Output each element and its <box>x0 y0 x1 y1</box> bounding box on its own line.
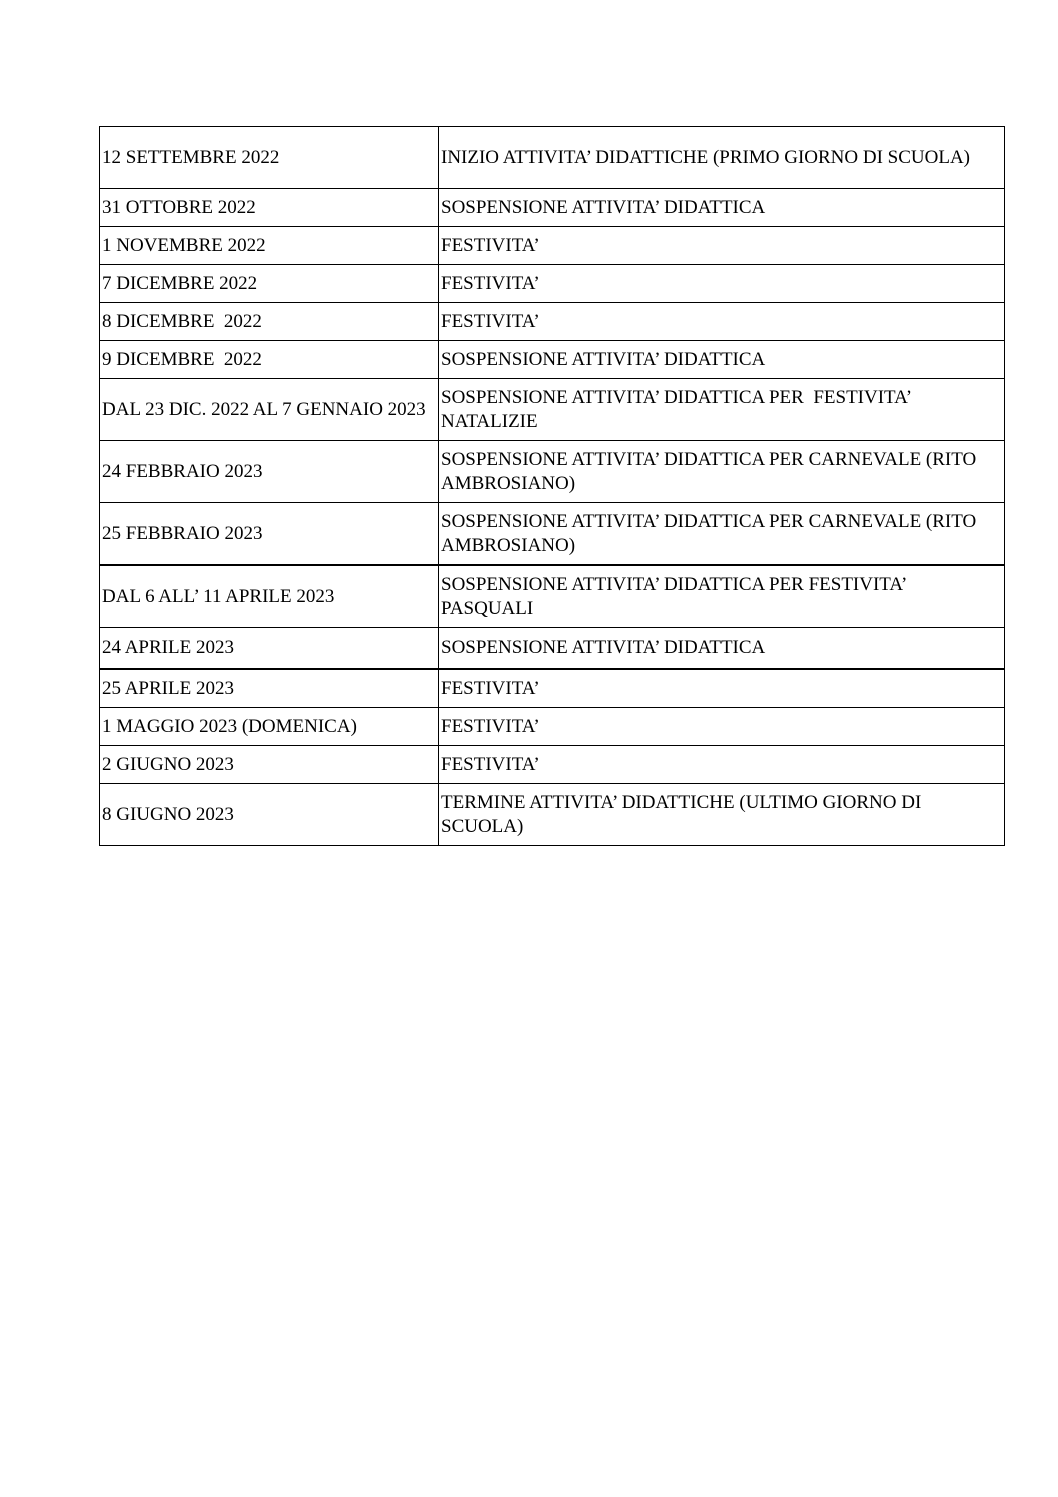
event-text: SOSPENSIONE ATTIVITA’ DIDATTICA <box>441 196 766 218</box>
date-cell <box>100 565 439 628</box>
date-text: 8 GIUGNO 2023 <box>102 803 234 825</box>
date-cell <box>100 127 439 189</box>
date-cell <box>100 503 439 566</box>
date-cell <box>100 303 439 341</box>
event-cell <box>439 379 1005 441</box>
table-row <box>100 341 1005 379</box>
event-text: FESTIVITA’ <box>441 753 540 775</box>
date-cell <box>100 628 439 670</box>
date-text: 24 APRILE 2023 <box>102 637 234 658</box>
event-cell <box>439 669 1005 708</box>
event-text: FESTIVITA’ <box>441 272 540 294</box>
table-row <box>100 565 1005 628</box>
table-row <box>100 227 1005 265</box>
event-cell <box>439 565 1005 628</box>
event-text: SOSPENSIONE ATTIVITA’ DIDATTICA PER FESTIVITA’ PASQUALI <box>441 573 906 619</box>
event-text: FESTIVITA’ <box>441 234 540 256</box>
calendar-table-body <box>100 127 1005 846</box>
event-text: SOSPENSIONE ATTIVITA’ DIDATTICA <box>441 637 766 658</box>
event-text: SOSPENSIONE ATTIVITA’ DIDATTICA PER FESTIVITA’ NATALIZIE <box>441 386 916 432</box>
table-row <box>100 265 1005 303</box>
event-cell <box>439 127 1005 189</box>
event-cell <box>439 227 1005 265</box>
date-text: DAL 6 ALL’ 11 APRILE 2023 <box>102 585 335 607</box>
date-text: 8 DICEMBRE 2022 <box>102 310 262 332</box>
table-row <box>100 503 1005 566</box>
date-cell <box>100 265 439 303</box>
table-row <box>100 303 1005 341</box>
date-text: DAL 23 DIC. 2022 AL 7 GENNAIO 2023 <box>102 398 426 420</box>
table-row <box>100 127 1005 189</box>
date-text: 25 FEBBRAIO 2023 <box>102 522 263 544</box>
date-text: 24 FEBBRAIO 2023 <box>102 460 263 482</box>
table-row <box>100 669 1005 708</box>
table-row <box>100 189 1005 227</box>
date-cell <box>100 341 439 379</box>
event-cell <box>439 503 1005 566</box>
date-cell <box>100 669 439 708</box>
date-text: 1 NOVEMBRE 2022 <box>102 234 266 256</box>
date-text: 31 OTTOBRE 2022 <box>102 196 256 218</box>
date-text: 12 SETTEMBRE 2022 <box>102 146 280 168</box>
date-text: 9 DICEMBRE 2022 <box>102 348 262 370</box>
event-text: SOSPENSIONE ATTIVITA’ DIDATTICA <box>441 348 766 370</box>
event-text: TERMINE ATTIVITA’ DIDATTICHE (ULTIMO GIORNO DI SCUOLA) <box>441 791 922 837</box>
date-cell <box>100 708 439 746</box>
event-cell <box>439 746 1005 784</box>
table-row <box>100 746 1005 784</box>
table-row <box>100 628 1005 670</box>
event-text: FESTIVITA’ <box>441 310 540 332</box>
date-cell <box>100 379 439 441</box>
event-cell <box>439 708 1005 746</box>
event-cell <box>439 441 1005 503</box>
table-row <box>100 784 1005 846</box>
table-row <box>100 379 1005 441</box>
event-cell <box>439 303 1005 341</box>
date-text: 25 APRILE 2023 <box>102 677 234 699</box>
date-text: 1 MAGGIO 2023 (DOMENICA) <box>102 715 357 737</box>
school-calendar-table <box>99 126 1005 846</box>
event-text: FESTIVITA’ <box>441 715 540 737</box>
table-row <box>100 708 1005 746</box>
event-text: SOSPENSIONE ATTIVITA’ DIDATTICA PER CARNEVALE (RITO AMBROSIANO) <box>441 448 977 494</box>
event-text: FESTIVITA’ <box>441 677 540 699</box>
event-cell <box>439 341 1005 379</box>
table-row <box>100 441 1005 503</box>
event-cell <box>439 784 1005 846</box>
date-text: 7 DICEMBRE 2022 <box>102 272 258 294</box>
date-cell <box>100 189 439 227</box>
date-cell <box>100 227 439 265</box>
date-cell <box>100 746 439 784</box>
event-cell <box>439 628 1005 670</box>
event-cell <box>439 189 1005 227</box>
date-text: 2 GIUGNO 2023 <box>102 753 234 775</box>
event-text: INIZIO ATTIVITA’ DIDATTICHE (PRIMO GIORNO DI SCUOLA) <box>441 146 971 168</box>
event-cell <box>439 265 1005 303</box>
event-text: SOSPENSIONE ATTIVITA’ DIDATTICA PER CARNEVALE (RITO AMBROSIANO) <box>441 510 977 556</box>
date-cell <box>100 784 439 846</box>
date-cell <box>100 441 439 503</box>
